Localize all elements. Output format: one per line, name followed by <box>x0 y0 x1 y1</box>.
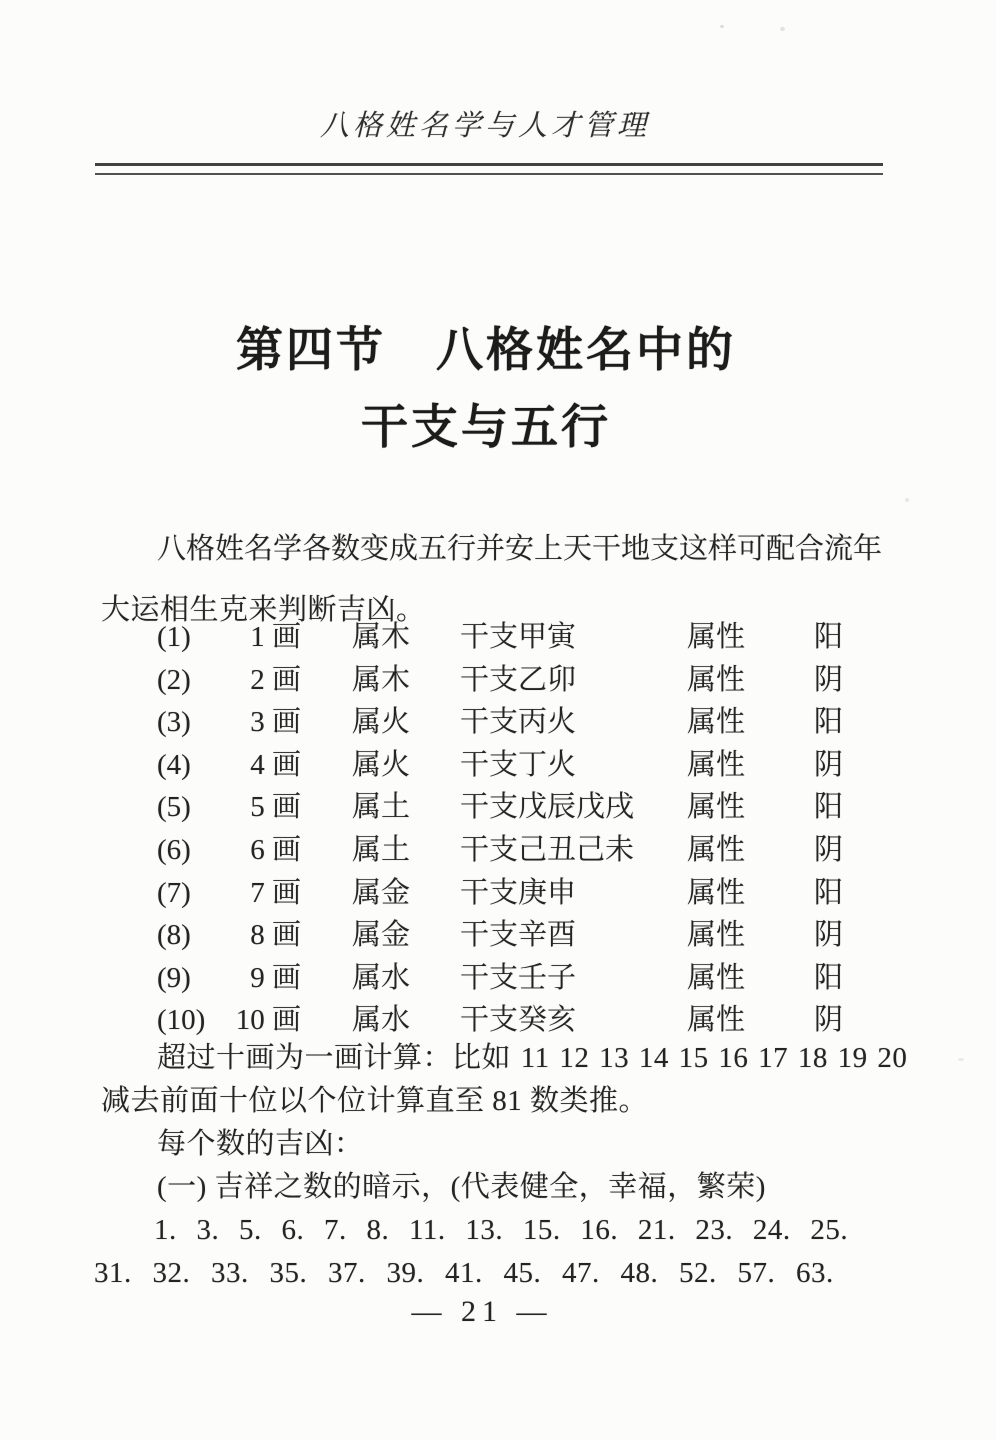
five-element-label: 属木 <box>352 663 411 696</box>
polarity-value: 阴 <box>814 1004 844 1037</box>
ganzhi-label: 干支己丑己未 <box>460 833 635 866</box>
over-ten-rule-line1: 超过十画为一画计算：比如 11 12 13 14 15 16 17 18 19 20 <box>157 1042 908 1074</box>
attribute-label: 属性 <box>687 833 746 866</box>
table-row <box>100 744 900 787</box>
lucky-numbers-line1: 1. 3. 5. 6. 7. 8. 11. 13. 15. 16. 21. 23. 24. 25. <box>154 1214 849 1246</box>
table-row <box>100 957 900 1000</box>
stroke-count: 10 画 <box>235 1004 301 1037</box>
ganzhi-label: 干支丙火 <box>460 706 577 739</box>
polarity-value: 阳 <box>814 791 844 824</box>
section-title <box>0 313 972 467</box>
ganzhi-label: 干支乙卯 <box>460 663 577 696</box>
stroke-element-table <box>100 616 900 1042</box>
table-row <box>100 999 900 1042</box>
polarity-value: 阴 <box>814 663 844 696</box>
stroke-count: 1 画 <box>250 621 301 653</box>
scan-speck <box>958 1058 964 1061</box>
attribute-label: 属性 <box>687 663 746 696</box>
row-index: (5) <box>157 791 191 824</box>
header-double-rule <box>95 163 883 175</box>
table-row <box>100 914 900 957</box>
row-index: (3) <box>157 706 191 739</box>
scan-speck <box>780 27 785 31</box>
five-element-label: 属土 <box>352 833 411 866</box>
attribute-label: 属性 <box>687 706 746 739</box>
ganzhi-label: 干支甲寅 <box>460 621 577 653</box>
five-element-label: 属金 <box>352 876 411 909</box>
attribute-label: 属性 <box>687 961 746 994</box>
table-row <box>100 786 900 829</box>
five-element-label: 属土 <box>352 791 411 824</box>
luck-heading: 每个数的吉凶： <box>157 1128 364 1160</box>
attribute-label: 属性 <box>687 791 746 824</box>
running-header-title: 八格姓名学与人才管理 <box>319 110 650 142</box>
over-ten-rule-line2: 减去前面十位以个位计算直至 81 数类推。 <box>101 1085 649 1117</box>
stroke-count: 8 画 <box>250 919 301 952</box>
table-row <box>100 616 900 659</box>
five-element-label: 属木 <box>352 621 411 653</box>
scan-speck <box>905 498 909 502</box>
lucky-numbers-line2: 31. 32. 33. 35. 37. 39. 41. 45. 47. 48. 52. 57. 63. <box>94 1257 834 1289</box>
ganzhi-label: 干支丁火 <box>460 748 577 781</box>
polarity-value: 阴 <box>814 833 844 866</box>
intro-paragraph-line2: 大运相生克来判断吉凶。 <box>101 594 426 626</box>
attribute-label: 属性 <box>687 748 746 781</box>
row-index: (10) <box>157 1004 206 1037</box>
five-element-label: 属金 <box>352 919 411 952</box>
attribute-label: 属性 <box>687 621 746 653</box>
five-element-label: 属火 <box>352 748 411 781</box>
table-row <box>100 659 900 702</box>
row-index: (1) <box>157 621 191 653</box>
stroke-count: 5 画 <box>250 791 301 824</box>
stroke-count: 3 画 <box>250 706 301 739</box>
polarity-value: 阴 <box>814 919 844 952</box>
page-number: — 21 — <box>411 1295 553 1328</box>
row-index: (7) <box>157 876 191 909</box>
scan-speck <box>720 25 724 28</box>
row-index: (2) <box>157 663 191 696</box>
ganzhi-label: 干支庚申 <box>460 876 577 909</box>
row-index: (9) <box>157 961 191 994</box>
section-title-line1: 第四节 八格姓名中的 <box>236 325 736 377</box>
five-element-label: 属水 <box>352 1004 411 1037</box>
table-row <box>100 701 900 744</box>
stroke-count: 7 画 <box>250 876 301 909</box>
stroke-count: 2 画 <box>250 663 301 696</box>
attribute-label: 属性 <box>687 1004 746 1037</box>
ganzhi-label: 干支癸亥 <box>460 1004 577 1037</box>
polarity-value: 阳 <box>814 706 844 739</box>
stroke-count: 9 画 <box>250 961 301 994</box>
stroke-count: 4 画 <box>250 748 301 781</box>
polarity-value: 阳 <box>814 961 844 994</box>
attribute-label: 属性 <box>687 876 746 909</box>
ganzhi-label: 干支辛酉 <box>460 919 577 952</box>
ganzhi-label: 干支壬子 <box>460 961 577 994</box>
polarity-value: 阴 <box>814 748 844 781</box>
intro-paragraph-line1: 八格姓名学各数变成五行并安上天干地支这样可配合流年 <box>157 533 883 565</box>
row-index: (8) <box>157 919 191 952</box>
row-index: (6) <box>157 833 191 866</box>
table-row <box>100 829 900 872</box>
section-title-line2: 干支与五行 <box>361 402 611 454</box>
row-index: (4) <box>157 748 191 781</box>
five-element-label: 属水 <box>352 961 411 994</box>
table-row <box>100 872 900 915</box>
attribute-label: 属性 <box>687 919 746 952</box>
luck-item-one: (一) 吉祥之数的暗示，(代表健全，幸福，繁荣) <box>157 1171 766 1203</box>
polarity-value: 阳 <box>814 876 844 909</box>
stroke-count: 6 画 <box>250 833 301 866</box>
polarity-value: 阳 <box>814 621 844 653</box>
five-element-label: 属火 <box>352 706 411 739</box>
ganzhi-label: 干支戊辰戊戌 <box>460 791 635 824</box>
